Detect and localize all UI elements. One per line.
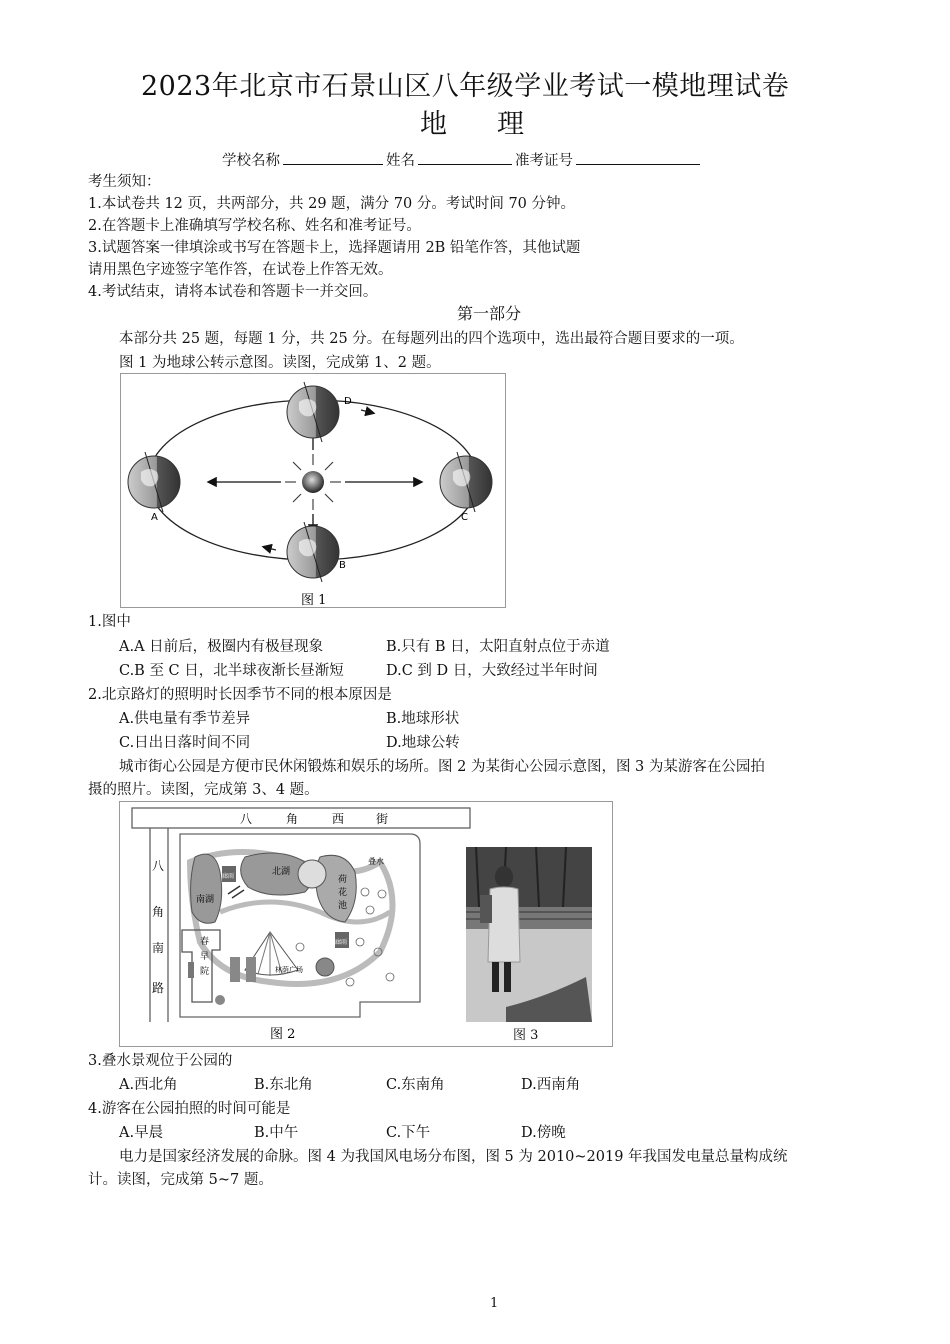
earth-a-icon [128,452,180,512]
name-label: 姓名 [386,153,415,169]
q1-option-b: B.只有 B 日，太阳直射点位于赤道 [386,639,610,655]
figure-1-caption: 图 1 [301,593,327,607]
page-number: 1 [490,1296,499,1311]
lotus-pond-char: 池 [338,901,348,911]
q3-stem: 3.叠水景观位于公园的 [88,1053,233,1069]
sun-icon [285,454,341,510]
q4-option-a: A.早晨 [119,1125,164,1141]
figure-3-caption: 图 3 [513,1028,539,1043]
page-title: 2023年北京市石景山区八年级学业考试一模地理试卷 [141,71,790,102]
forest-square-label: 林荫广场 [275,966,303,974]
name-line [418,150,512,165]
part1-heading: 第一部分 [457,304,522,323]
passage3-line2: 计。读图，完成第 5~7 题。 [88,1172,273,1188]
label-c: C [461,512,468,523]
part1-intro: 本部分共 25 题，每题 1 分，共 25 分。在每题列出的四个选项中，选出最符合题目要求的一项。 [119,331,744,347]
passage3-line1: 电力是国家经济发展的命脉。图 4 为我国风电场分布图，图 5 为 2010~2019 年我国发电量总量构成统 [119,1149,788,1165]
lotus-pond-char: 荷 [338,875,348,885]
notice-item: 4.考试结束，请将本试卷和答题卡一并交回。 [88,284,378,300]
q2-stem: 2.北京路灯的照明时长因季节不同的根本原因是 [88,687,392,703]
exam-id-label: 准考证号 [515,153,573,169]
street-left-char: 角 [152,905,165,919]
q4-option-c: C.下午 [386,1125,431,1141]
street-top-char: 西 [332,812,345,826]
pavilion-label: 廊雨 [335,939,348,946]
fig1-intro: 图 1 为地球公转示意图。读图，完成第 1、2 题。 [119,355,441,371]
notice-item: 请用黑色字迹签字笔作答，在试卷上作答无效。 [88,262,393,278]
notice-item: 2.在答题卡上准确填写学校名称、姓名和准考证号。 [88,218,421,234]
label-a: A [151,512,158,523]
earth-c-icon [440,452,492,512]
street-left-char: 路 [152,981,165,995]
courtyard-char: 早 [200,952,210,962]
pavilion-label: 廊雨 [222,873,235,880]
exam-id-line [576,150,700,165]
label-d: D [344,396,352,407]
street-left-char: 八 [152,859,165,873]
school-name-line [283,150,383,165]
revolution-diagram [121,374,505,607]
q1-option-a: A.A 日前后，极圈内有极昼现象 [119,639,324,655]
q4-stem: 4.游客在公园拍照的时间可能是 [88,1101,291,1117]
school-name-label: 学校名称 [222,153,280,169]
courtyard-char: 春 [200,937,210,947]
orbit-arrow-icon [361,410,373,413]
north-lake-label: 北湖 [272,867,291,877]
notice-heading: 考生须知： [88,174,161,190]
q3-option-b: B.东北角 [254,1077,313,1093]
label-b: B [339,560,346,571]
q2-option-d: D.地球公转 [386,735,460,751]
figure-3-photo [466,847,592,1022]
info-fields [222,150,703,171]
earth-b-icon [287,522,339,582]
q2-option-b: B.地球形状 [386,711,460,727]
q2-option-a: A.供电量有季节差异 [119,711,251,727]
q1-stem: 1.图中 [88,614,131,630]
figure-2-3-frame [119,801,613,1047]
tourist-photo-image [466,847,592,1022]
lotus-pond-char: 花 [338,888,348,898]
notice-item: 1.本试卷共 12 页，共两部分，共 29 题，满分 70 分。考试时间 70 分钟。 [88,196,576,212]
street-top-char: 角 [286,812,299,826]
notice-item: 3.试题答案一律填涂或书写在答题卡上，选择题请用 2B 铅笔作答，其他试题 [88,240,581,256]
q3-option-c: C.东南角 [386,1077,445,1093]
figure-1-earth-revolution [120,373,506,608]
q3-option-a: A.西北角 [119,1077,178,1093]
q2-option-c: C.日出日落时间不同 [119,735,251,751]
passage2-line1: 城市街心公园是方便市民休闲锻炼和娱乐的场所。图 2 为某街心公园示意图，图 3 为某游客在公园拍 [119,759,765,775]
street-top-char: 街 [376,812,389,826]
q3-option-d: D.西南角 [521,1077,581,1093]
q4-option-d: D.傍晚 [521,1125,566,1141]
orbit-arrow-icon [264,547,276,550]
street-top-char: 八 [240,812,253,826]
courtyard-char: 院 [200,967,210,977]
figure-2-caption: 图 2 [270,1027,296,1042]
stacked-water-label: 叠水 [368,857,384,866]
page-subtitle: 地理 [420,109,574,140]
street-left-char: 南 [152,941,165,955]
q1-option-c: C.B 至 C 日，北半球夜渐长昼渐短 [119,663,344,679]
passage2-line2: 摄的照片。读图，完成第 3、4 题。 [88,782,319,798]
earth-d-icon [287,382,339,442]
q1-option-d: D.C 到 D 日，大致经过半年时间 [386,663,598,679]
south-lake-label: 南湖 [196,895,215,905]
q4-option-b: B.中午 [254,1125,299,1141]
